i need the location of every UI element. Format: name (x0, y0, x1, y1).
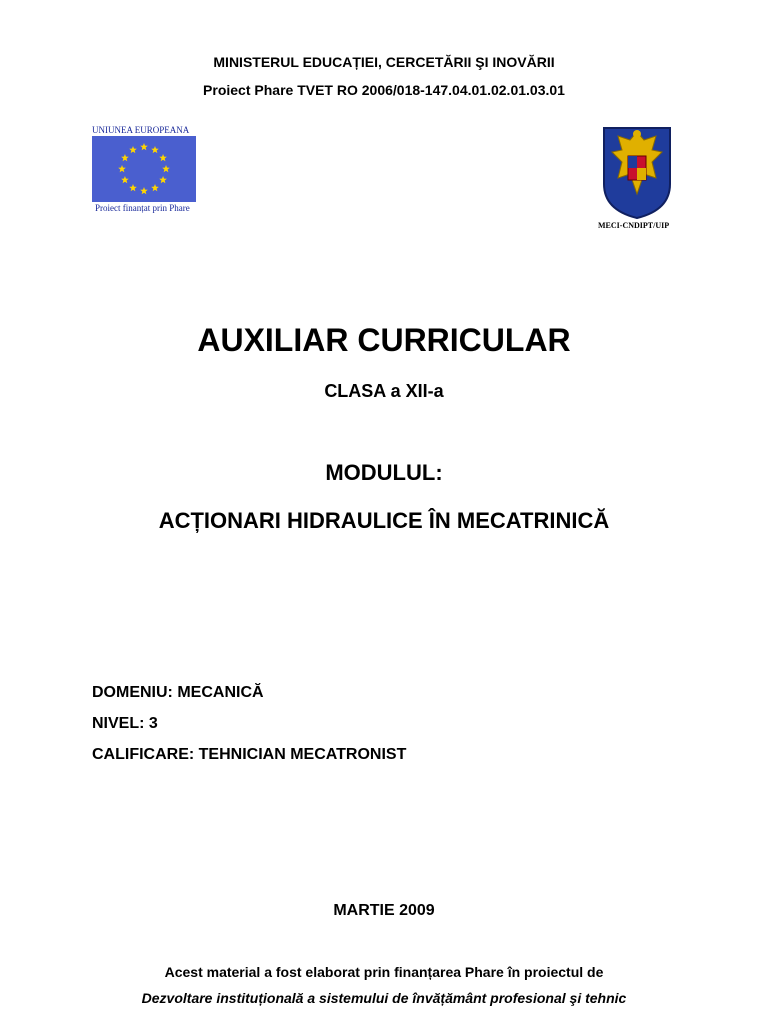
eu-star-icon (159, 176, 167, 183)
eu-logo-top-text: UNIUNEA EUROPEANA (92, 125, 190, 135)
document-title: AUXILIAR CURRICULAR (197, 322, 571, 358)
domain-line: DOMENIU: MECANICĂ (92, 684, 264, 701)
level-line: NIVEL: 3 (92, 715, 158, 732)
qualification-line: CALIFICARE: TEHNICIAN MECATRONIST (92, 746, 407, 763)
eu-star-icon (129, 146, 137, 153)
eu-star-icon (159, 154, 167, 161)
romania-coat-of-arms-logo (600, 122, 674, 220)
eu-star-icon (129, 184, 137, 191)
ministry-title: MINISTERUL EDUCAȚIEI, CERCETĂRII ŞI INOVĂRII (213, 54, 555, 70)
eu-star-icon (121, 176, 129, 183)
funding-note-line-1: Acest material a fost elaborat prin finanțarea Phare în proiectul de (164, 964, 604, 980)
eu-star-icon (121, 154, 129, 161)
eu-logo-bottom-text: Proiect finanțat prin Phare (95, 203, 190, 213)
eu-star-icon (118, 165, 126, 172)
eu-star-icon (151, 184, 159, 191)
project-code: Proiect Phare TVET RO 2006/018-147.04.01.02.01.03.01 (203, 82, 565, 98)
funding-note-line-2: Dezvoltare instituțională a sistemului de învățământ profesional şi tehnic (141, 990, 627, 1006)
eu-star-icon (162, 165, 170, 172)
eu-star-icon (140, 187, 148, 194)
module-name: ACȚIONARI HIDRAULICE ÎN MECATRINICĂ (158, 508, 610, 533)
class-label: CLASA a XII-a (324, 381, 444, 401)
eu-star-icon (151, 146, 159, 153)
eu-stars-icon (92, 136, 196, 202)
eu-star-icon (140, 143, 148, 150)
module-label: MODULUL: (325, 460, 443, 485)
publication-date: MARTIE 2009 (333, 902, 435, 919)
eu-flag-logo (92, 136, 196, 202)
coat-of-arms-label: MECI-CNDIPT/UIP (598, 221, 670, 230)
